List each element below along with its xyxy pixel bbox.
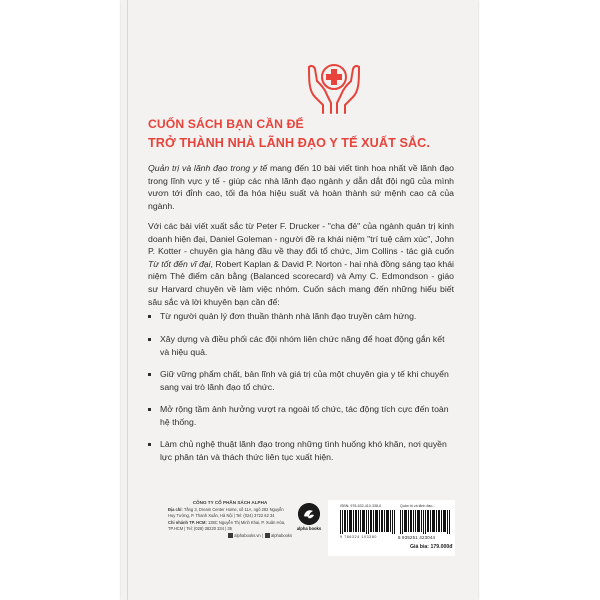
publisher-name: CÔNG TY CỔ PHẦN SÁCH ALPHA [192,500,268,505]
book-title: Quản trị và lãnh đạo trong y tế [148,163,268,173]
intro-paragraph [148,162,454,212]
bullet-text: Từ người quản lý đơn thuần thành nhà lãnh đạo truyền cảm hứng. [160,311,417,321]
globe-icon [228,533,233,538]
bullet-text: Xây dựng và điều phối các đội nhóm liên chức năng để hoạt động gắn kết và hiệu quả. [160,334,445,357]
ean-barcode [400,510,450,534]
authors-paragraph [148,220,454,308]
spine-divider [127,0,128,600]
publisher-address: Địa chỉ: Tầng 3, Dream Center Home, số 11A, ngõ 282 Nguyễn Huy Tưởng, P. Thanh Xuân, Hà Nội | Tel: (024) 3722 62 34 [168,507,284,519]
facebook-icon [265,533,270,538]
barcode-caption: Quản trị và lãnh đạo... [400,504,436,508]
bullet-dot [148,373,151,376]
authors-text-2: , Robert Kaplan & David P. Norton - hai nhà đồng sáng tạo khái niệm Thẻ điểm cân bằng (Balanced scorecard) và Amy C. Edmondson - giáo sư Harvard chuyên về làm việc nhóm. Cuốn sách mang đến những hiểu biết sâu sắc và lời khuyên bạn cần để: [148,258,454,307]
publisher-social: alphabooks [271,533,292,539]
bullet-text: Mở rộng tầm ảnh hưởng vượt ra ngoài tổ chức, tác động tích cực đến toàn hệ thống. [160,404,449,427]
ean-digits: 8 935251 423044 [398,535,436,540]
bullet-text: Giữ vững phẩm chất, bản lĩnh và giá trị của một chuyên gia y tế khi chuyển sang vai trò lãnh đạo tổ chức. [160,369,449,392]
publisher-web: alphabooks.vn [234,533,261,539]
hands-medical-cross-icon [303,57,365,115]
headline-line-1: CUỐN SÁCH BẠN CẦN ĐỂ [148,117,304,131]
isbn-digits: 9 786324 103380 [340,535,377,539]
bullet-item [148,403,454,428]
bullet-item [148,438,454,463]
bullet-item [148,310,454,323]
bullet-dot [148,315,151,318]
bullet-text: Làm chủ nghệ thuật lãnh đạo trong những tình huống khó khăn, nơi quyền lực phân tán và thách thức liên tục xuất hiện. [160,439,447,462]
publisher-web-social: alphabooks.vn | alphabooks [168,533,292,539]
bullet-dot [148,338,151,341]
alpha-books-logo [298,503,320,525]
authors-text-1: Với các bài viết xuất sắc từ Peter F. Drucker - "cha đẻ" của ngành quản trị kinh doanh hiện đại, Daniel Goleman - người đề ra khái niệm "trí tuệ cảm xúc", John P. Kotter - chuyên gia hàng đầu về thay đổi tổ chức, Jim Collins - tác giả cuốn [148,221,454,257]
bullet-item [148,368,454,393]
headline [148,115,468,153]
referenced-book: Từ tốt đến vĩ đại [148,258,211,269]
publisher-info [168,500,292,539]
isbn-barcode [340,510,396,534]
publisher-branch: Chi nhánh TP. HCM: 138C Nguyễn Thị Minh Khai, P. Xuân Hòa, TP.HCM | Tel: (028) 38220 334 | 35 [168,519,286,531]
alpha-books-wordmark: alpha books [296,526,322,531]
bullet-item [148,333,454,358]
bullet-dot [148,408,151,411]
cover-price: Giá bìa: 179.000đ [410,544,453,550]
isbn-label: ISBN: 978-632-410-338-0 [340,504,382,508]
bullet-dot [148,443,151,446]
intro-text: mang đến 10 bài viết tinh hoa nhất về lãnh đạo trong lĩnh vực y tế - giúp các nhà lãnh đạo ngành y dẫn dắt đội ngũ của mình vươn tới đỉnh cao, tối đa hóa hiệu suất và hoàn thành sứ mệnh cao cả của ngành. [148,163,454,211]
headline-line-2: TRỞ THÀNH NHÀ LÃNH ĐẠO Y TẾ XUẤT SẮC. [148,136,430,150]
